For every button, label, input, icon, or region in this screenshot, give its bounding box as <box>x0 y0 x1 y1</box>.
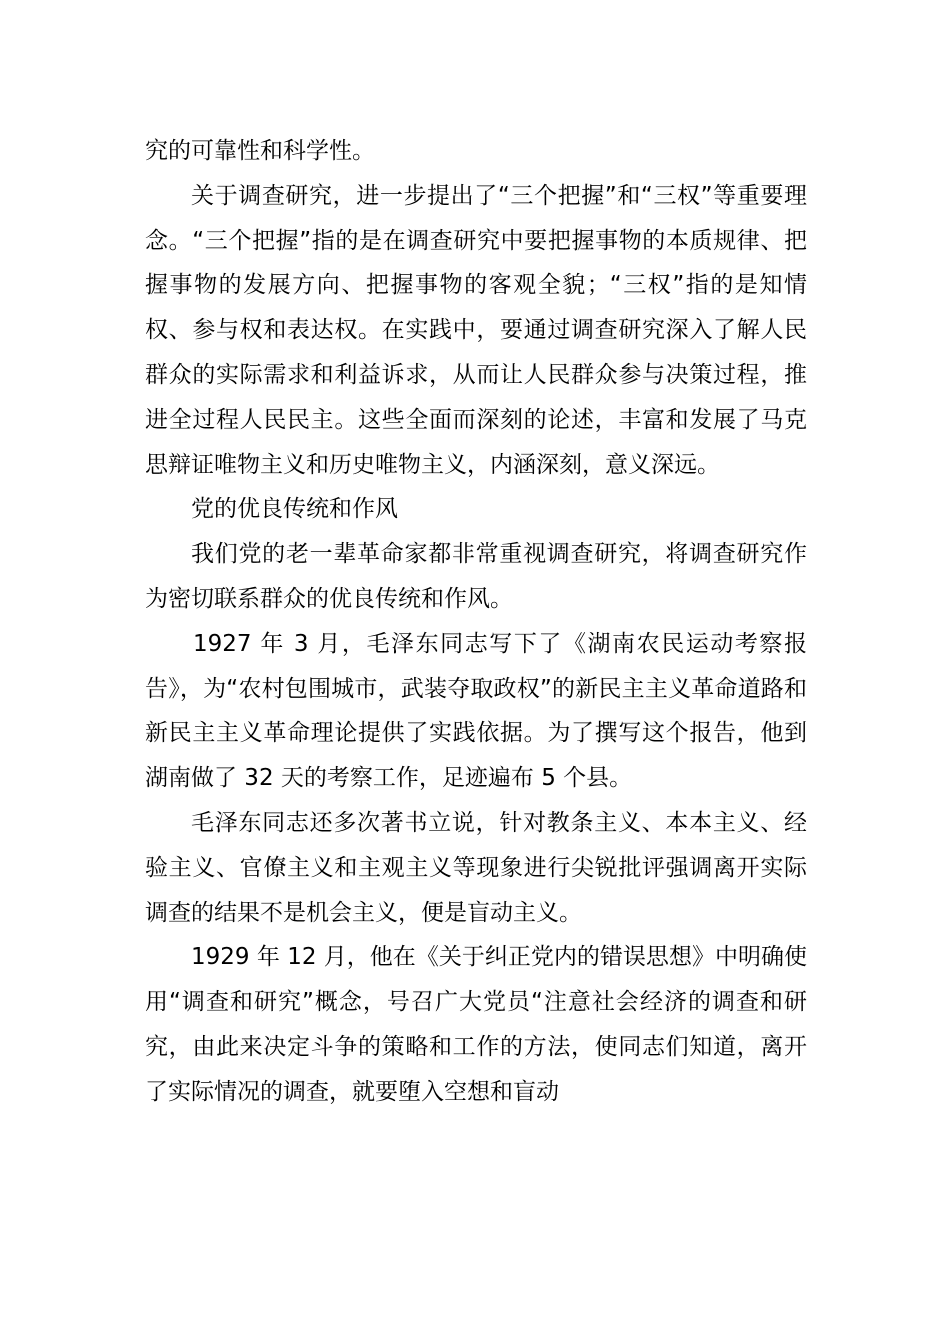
paragraph-1929-concept: 1929 年 12 月，他在《关于纠正党内的错误思想》中明确使用“调查和研究”概念，号召广大党员“注意社会经济的调查和研究，由此来决定斗争的策略和工作的方法，使同志们知道，离开了实际情况的调查，就要堕入空想和盲动 <box>145 944 807 1105</box>
paragraph-three-grasps: 关于调查研究，进一步提出了“三个把握”和“三权”等重要理念。“三个把握”指的是在调查研究中要把握事物的本质规律、把握事物的发展方向、把握事物的客观全貌；“三权”指的是知情权、参与权和表达权。在实践中，要通过调查研究深入了解人民群众的实际需求和利益诉求，从而让人民群众参与决策过程，推进全过程人民民主。这些全面而深刻的论述，丰富和发展了马克思辩证唯物主义和历史唯物主义，内涵深刻，意义深远。 <box>145 182 807 478</box>
paragraph-continuation: 究的可靠性和科学性。 <box>145 138 375 164</box>
document-page <box>145 129 807 1115</box>
paragraph-criticism: 毛泽东同志还多次著书立说，针对教条主义、本本主义、经验主义、官僚主义和主观主义等现象进行尖锐批评强调离开实际调查的结果不是机会主义，便是盲动主义。 <box>145 809 807 926</box>
paragraph-revolutionaries: 我们党的老一辈革命家都非常重视调查研究，将调查研究作为密切联系群众的优良传统和作风。 <box>145 541 807 612</box>
paragraph-1927-report: 1927 年 3 月，毛泽东同志写下了《湖南农民运动考察报告》，为“农村包围城市，武装夺取政权”的新民主主义革命道路和新民主主义革命理论提供了实践依据。为了撰写这个报告，他到湖南做了 32 天的考察工作，足迹遍布 5 个县。 <box>145 630 807 792</box>
section-heading: 党的优良传统和作风 <box>191 496 398 523</box>
